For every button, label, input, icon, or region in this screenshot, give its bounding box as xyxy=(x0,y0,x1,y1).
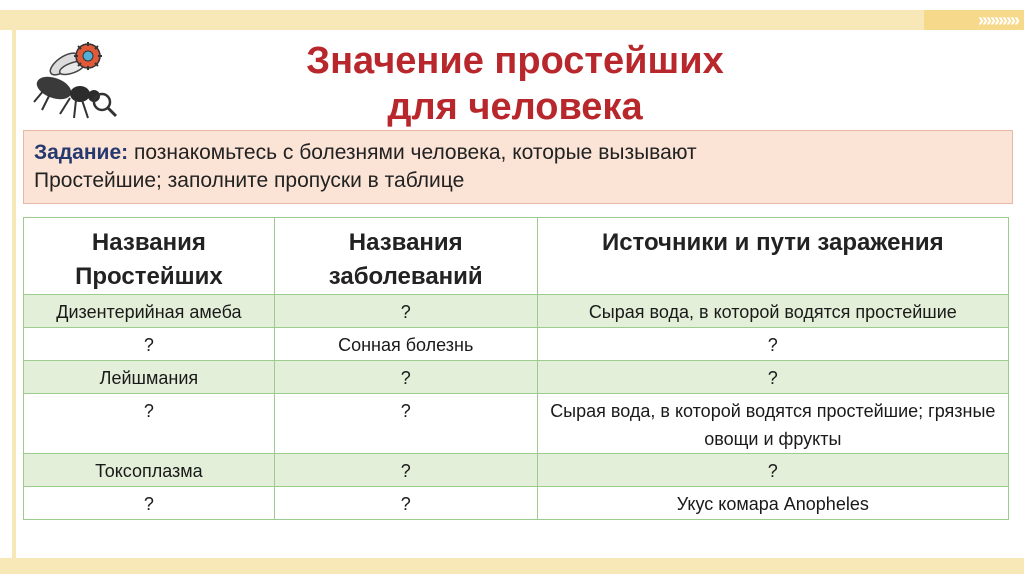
table-row xyxy=(24,295,1009,328)
table-cell: ? xyxy=(274,454,537,487)
task-text-line-2: Простейшие; заполните пропуски в таблице xyxy=(34,169,465,192)
mosquito-magnifier-icon xyxy=(30,38,126,122)
task-text-line-1: познакомьтесь с болезнями человека, которые вызывают xyxy=(133,141,697,164)
title-line-1: Значение простейших xyxy=(306,40,724,82)
table-row xyxy=(24,487,1009,520)
table-row xyxy=(24,394,1009,454)
table-cell: Укус комара Anopheles xyxy=(537,487,1008,520)
title-line-2: для человека xyxy=(387,86,643,128)
table-row xyxy=(24,361,1009,394)
task-box xyxy=(23,130,1013,204)
header-sources: Источники и пути заражения xyxy=(537,218,1008,295)
left-frame-bar xyxy=(12,30,16,560)
chevron-decoration: »»»»» xyxy=(924,10,1024,30)
table-cell: ? xyxy=(537,454,1008,487)
table-cell: ? xyxy=(24,328,275,361)
table-cell: ? xyxy=(274,394,537,454)
table-cell: ? xyxy=(24,487,275,520)
task-label: Задание: xyxy=(34,141,129,164)
bottom-frame-bar xyxy=(0,558,1024,574)
table-cell: Сырая вода, в которой водятся простейшие; грязные овощи и фрукты xyxy=(537,394,1008,454)
header-disease-names: Названия заболеваний xyxy=(274,218,537,295)
table-cell: Дизентерийная амеба xyxy=(24,295,275,328)
protozoa-table xyxy=(23,217,1009,520)
table-cell: ? xyxy=(537,361,1008,394)
table-cell: Сырая вода, в которой водятся простейшие xyxy=(537,295,1008,328)
table-header-row xyxy=(24,218,1009,295)
table-cell: ? xyxy=(537,328,1008,361)
table-cell: ? xyxy=(24,394,275,454)
top-frame-bar xyxy=(0,10,1024,30)
table-cell: ? xyxy=(274,487,537,520)
table-row xyxy=(24,454,1009,487)
header-protozoa-names: Названия Простейших xyxy=(24,218,275,295)
table-cell: ? xyxy=(274,295,537,328)
table-row xyxy=(24,328,1009,361)
table-cell: Сонная болезнь xyxy=(274,328,537,361)
table-cell: Токсоплазма xyxy=(24,454,275,487)
page-title xyxy=(210,38,820,130)
table-cell: Лейшмания xyxy=(24,361,275,394)
table-cell: ? xyxy=(274,361,537,394)
